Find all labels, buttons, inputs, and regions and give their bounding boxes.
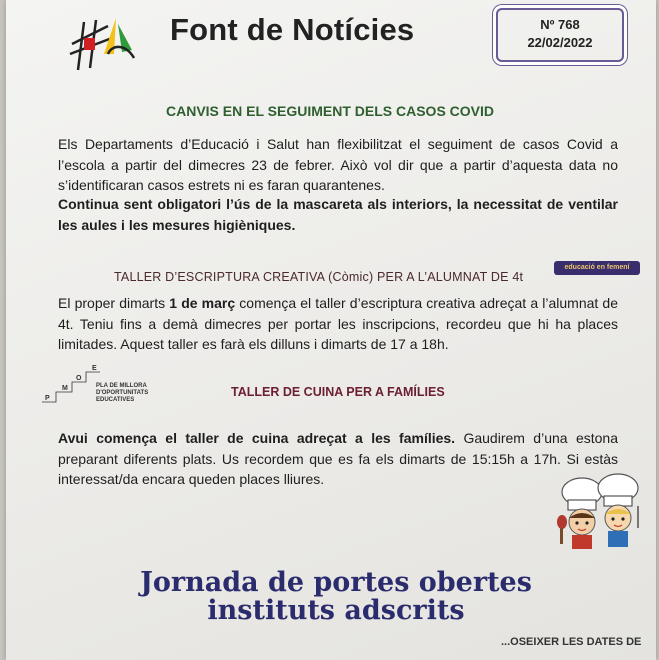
writing-workshop-paragraph xyxy=(58,293,618,355)
issue-date: 22/02/2022 xyxy=(527,35,593,50)
education-badge: educació en femení xyxy=(554,261,640,275)
school-logo-icon xyxy=(68,14,140,72)
issue-number: Nº 768 xyxy=(540,17,580,32)
cut-off-footer-text: ...OSEIXER LES DATES DE xyxy=(501,636,642,648)
newsletter-title: Font de Notícies xyxy=(170,12,415,47)
pmoe-logo-icon xyxy=(42,364,102,404)
pmoe-letter-e: E xyxy=(92,365,97,372)
writing-date-highlight: 1 de març xyxy=(169,295,236,311)
open-doors-banner-line-2: instituts adscrits xyxy=(207,595,465,626)
covid-heading: CANVIS EN EL SEGUIMENT DELS CASOS COVID xyxy=(166,103,495,119)
writing-text-start: El proper dimarts xyxy=(58,295,170,311)
chefs-illustration-icon xyxy=(554,470,644,552)
writing-workshop-heading: TALLER D’ESCRIPTURA CREATIVA (Còmic) PER A L’ALUMNAT DE 4t xyxy=(114,270,524,284)
issue-info-box xyxy=(496,8,624,62)
covid-paragraph-2: Continua sent obligatori l’ús de la mascareta als interiors, la necessitat de ventilar les aules i les mesures higièniques. xyxy=(58,196,618,233)
pmoe-line-2: D'OPORTUNITATS xyxy=(96,390,149,396)
cooking-workshop-paragraph xyxy=(58,428,618,490)
cooking-text-bold: Avui comença el taller de cuina adreçat a les famílies. xyxy=(58,430,456,446)
newsletter-page xyxy=(6,0,656,660)
covid-paragraph-1: Els Departaments d’Educació i Salut han flexibilitzat el seguiment de casos Covid a l’escola a partir del dimecres 23 de febrer. Això vol dir que a partir d’aquesta data no s’identificaran casos estrets ni es faran quarantenes. xyxy=(58,136,618,193)
pmoe-letter-p: P xyxy=(45,395,50,402)
cooking-text-rest: Gaudirem d’una estona preparant diferents plats. Us recordem que es fa els dimarts de 15:15h a 17h. Si estàs interessat/da encara queden places lliures. xyxy=(58,430,618,487)
open-doors-banner-line-1: Jornada de portes obertes xyxy=(140,567,532,598)
writing-text-end: comença el taller d’escriptura creativa adreçat a l’alumnat de 4t. Teniu fins a demà dimecres per portar les inscripcions, recordeu que hi ha places limitades. Aquest taller es farà els dilluns i dimarts de 17 a 18h. xyxy=(58,295,618,352)
pmoe-line-3: EDUCATIVES xyxy=(96,397,135,403)
pmoe-letter-m: M xyxy=(62,385,68,392)
pmoe-letter-o: O xyxy=(76,375,82,382)
cooking-workshop-heading: TALLER DE CUINA PER A FAMÍLIES xyxy=(231,385,445,399)
pmoe-line-1: PLA DE MILLORA xyxy=(96,383,147,389)
pmoe-logo-text xyxy=(96,383,148,404)
